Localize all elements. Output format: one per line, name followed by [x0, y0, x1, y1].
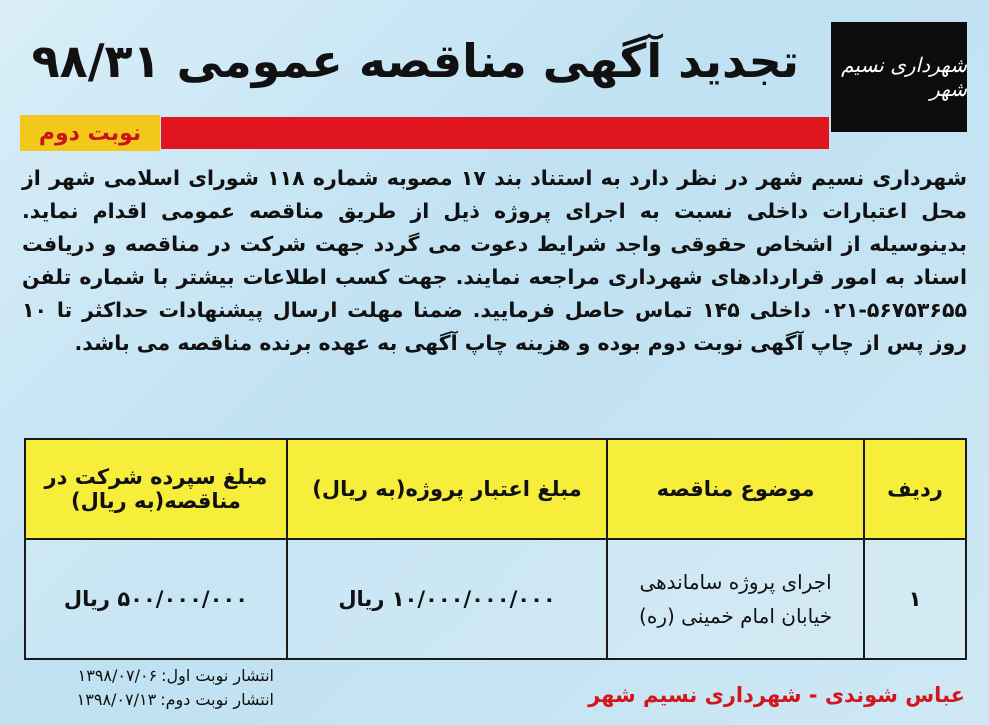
second-publication-date: ۱۳۹۸/۰۷/۱۳: [76, 690, 157, 709]
municipality-logo: شهرداری نسیم شهر: [831, 22, 967, 132]
table-header-row: [25, 439, 966, 539]
cell-deposit: ۵۰۰/۰۰۰/۰۰۰ ریال: [25, 539, 287, 659]
announcement-body: شهرداری نسیم شهر در نظر دارد به استناد بند ۱۷ مصوبه شماره ۱۱۸ شورای اسلامی شهر از محل اعتبارات داخلی نسبت به اجرای پروژه ذیل از طریق مناقصه عمومی اقدام نماید. بدینوسیله از اشخاص حقوقی واجد شرایط دعوت می گردد جهت شرکت در مناقصه و دریافت اسناد به امور قراردادهای شهرداری مراجعه نمایند. جهت کسب اطلاعات بیشتر با شماره تلفن ۵۶۷۵۳۶۵۵-۰۲۱ داخلی ۱۴۵ تماس حاصل فرمایید. ضمنا مهلت ارسال پیشنهادات حداکثر تا ۱۰ روز پس از چاپ آگهی نوبت دوم بوده و هزینه چاپ آگهی به عهده برنده مناقصه می باشد.: [22, 166, 967, 355]
tender-table: [24, 438, 967, 660]
header-red-bar: [161, 117, 829, 149]
header-deposit: مبلغ سپرده شرکت در مناقصه(به ریال): [25, 439, 287, 539]
first-publication-date: ۱۳۹۸/۰۷/۰۶: [77, 666, 158, 685]
signature: عباس شوندی - شهرداری نسیم شهر: [588, 683, 965, 707]
cell-credit: ۱۰/۰۰۰/۰۰۰/۰۰۰ ریال: [287, 539, 607, 659]
page-title: تجدید آگهی مناقصه عمومی ۹۸/۳۱: [31, 34, 799, 88]
first-publication: [24, 666, 274, 685]
first-publication-label: انتشار نوبت اول:: [161, 666, 274, 685]
header-row-number: ردیف: [864, 439, 966, 539]
cell-row-number: ۱: [864, 539, 966, 659]
header-credit: مبلغ اعتبار پروژه(به ریال): [287, 439, 607, 539]
table-row: [25, 539, 966, 659]
round-badge: نوبت دوم: [20, 115, 160, 151]
header-subject: موضوع مناقصه: [607, 439, 864, 539]
second-publication-label: انتشار نوبت دوم:: [160, 690, 274, 709]
cell-subject: اجرای پروژه ساماندهی خیابان امام خمینی (ره): [607, 539, 864, 659]
second-publication: [24, 690, 274, 709]
